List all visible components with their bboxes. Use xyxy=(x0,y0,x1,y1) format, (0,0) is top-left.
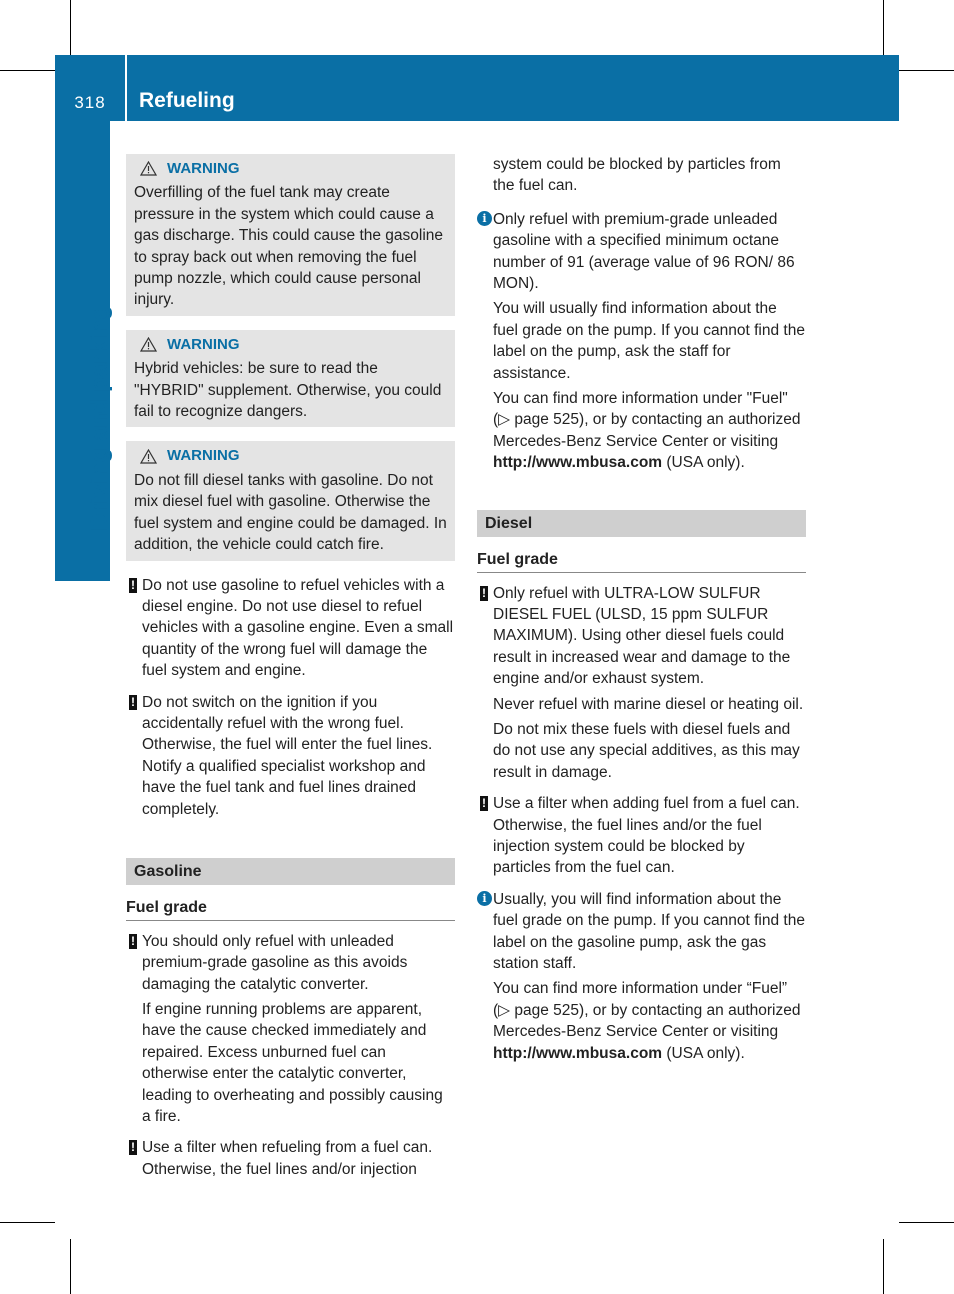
warning-text: Do not fill diesel tanks with gasoline. Do not mix diesel fuel with gasoline. Otherwise the fuel system and engine could be damaged. In addition, the vehicle could catch fire. xyxy=(134,471,447,554)
note-text: If engine running problems are apparent, have the cause checked immediately and repaired. Excess unburned fuel can otherwise enter the catalytic converter, leading to overheating and possibly causing a fire. xyxy=(142,1001,443,1126)
exclamation-icon: ! xyxy=(482,585,486,600)
warning-title: WARNING xyxy=(167,160,240,177)
info-note xyxy=(477,889,806,1064)
caution-note xyxy=(126,1137,455,1180)
caution-note xyxy=(126,931,455,1128)
section-bar-diesel: Diesel xyxy=(477,510,806,537)
page-header xyxy=(55,55,899,121)
left-column xyxy=(126,154,455,1190)
exclamation-icon: ! xyxy=(131,933,135,948)
note-text: Never refuel with marine diesel or heating oil. xyxy=(493,695,804,713)
warning-triangle-icon xyxy=(140,161,157,176)
note-text: Usually, you will find information about the fuel grade on the pump. If you cannot find the label on the gasoline pump, ask the gas station staff. xyxy=(493,890,805,972)
header-divider xyxy=(125,55,127,121)
warning-text: Overfilling of the fuel tank may create pressure in the system which could cause a gas discharge. This could cause the gasoline to spray back out when removing the fuel pump nozzle, which could cause personal injury. xyxy=(134,184,444,309)
section-bar-gasoline: Gasoline xyxy=(126,858,455,885)
info-icon: i xyxy=(477,211,492,226)
warning-text: Hybrid vehicles: be sure to read the "HYBRID" supplement. Otherwise, you could fail to recognize dangers. xyxy=(134,360,442,421)
note-text: You can find more information under "Fuel" (▷ page 525), or by contacting an authorized Mercedes-Benz Service Center or visiting http://www.mbusa.com (USA only). xyxy=(493,390,801,472)
exclamation-icon: ! xyxy=(131,1140,135,1155)
exclamation-icon: ! xyxy=(482,796,486,811)
note-text: Use a filter when refueling from a fuel can. Otherwise, the fuel lines and/or injection xyxy=(142,1139,433,1178)
crop-mark xyxy=(883,1239,884,1294)
crop-mark xyxy=(70,1239,71,1294)
caution-note xyxy=(126,692,455,820)
warning-box xyxy=(126,330,455,428)
note-text: You will usually find information about the fuel grade on the pump. If you cannot find the label on the pump, ask the staff for assistance. xyxy=(493,300,805,382)
note-text: You can find more information under “Fuel” (▷ page 525), or by contacting an authorized Mercedes-Benz Service Center or visiting http://www.mbusa.com (USA only). xyxy=(493,980,801,1062)
warning-title: WARNING xyxy=(167,335,240,353)
crop-mark xyxy=(0,70,55,71)
section-title: Refueling xyxy=(139,89,235,112)
note-text: You should only refuel with unleaded premium-grade gasoline as this avoids damaging the catalytic converter. xyxy=(142,932,408,993)
crop-mark xyxy=(899,1222,954,1223)
warning-box xyxy=(126,154,455,316)
note-text: Do not mix these fuels with diesel fuels and do not use any special additives, as this may result in damage. xyxy=(493,720,800,781)
page-number: 318 xyxy=(74,93,106,112)
continued-text: system could be blocked by particles from the fuel can. xyxy=(493,156,781,195)
crop-mark xyxy=(883,0,884,55)
warning-triangle-icon xyxy=(140,449,157,464)
warning-title: WARNING xyxy=(167,447,240,465)
warning-triangle-icon xyxy=(140,337,157,352)
subheading-fuel-grade: Fuel grade xyxy=(477,549,806,572)
subheading-fuel-grade: Fuel grade xyxy=(126,897,455,920)
info-note xyxy=(477,209,806,474)
note-text: Use a filter when adding fuel from a fuel can. Otherwise, the fuel lines and/or the fuel injection system could be blocked by particles from the fuel can. xyxy=(493,795,800,877)
note-text: Do not use gasoline to refuel vehicles with a diesel engine. Do not use diesel to refuel vehicles with a gasoline engine. Even a small quantity of the wrong fuel will damage the fuel system and engine. xyxy=(142,576,454,680)
crop-mark xyxy=(899,70,954,71)
right-column xyxy=(477,154,806,1074)
info-icon: i xyxy=(477,891,492,906)
note-text: Only refuel with premium-grade unleaded gasoline with a specified minimum octane number of 91 (average value of 96 RON/ 86 MON). xyxy=(493,210,795,293)
mbusa-link[interactable]: http://www.mbusa.com xyxy=(493,454,663,472)
caution-note xyxy=(477,583,806,784)
note-text: Only refuel with ULTRA-LOW SULFUR DIESEL FUEL (ULSD, 15 ppm SULFUR MAXIMUM). Using other diesel fuels could result in increased wear and damage to the engine and/or exhaust system. xyxy=(493,584,791,688)
mbusa-link[interactable]: http://www.mbusa.com xyxy=(493,1044,663,1062)
caution-note xyxy=(477,793,806,879)
crop-mark xyxy=(70,0,71,55)
caution-note xyxy=(126,575,455,682)
exclamation-icon: ! xyxy=(131,577,135,592)
chapter-label: Driving and parking xyxy=(86,305,113,531)
note-text: Do not switch on the ignition if you accidentally refuel with the wrong fuel. Otherwise, the fuel will enter the fuel lines. Notify a qualified specialist workshop and have the fuel tank and fuel lines drained completely. xyxy=(142,693,433,818)
exclamation-icon: ! xyxy=(131,694,135,709)
warning-box xyxy=(126,441,455,560)
crop-mark xyxy=(0,1222,55,1223)
